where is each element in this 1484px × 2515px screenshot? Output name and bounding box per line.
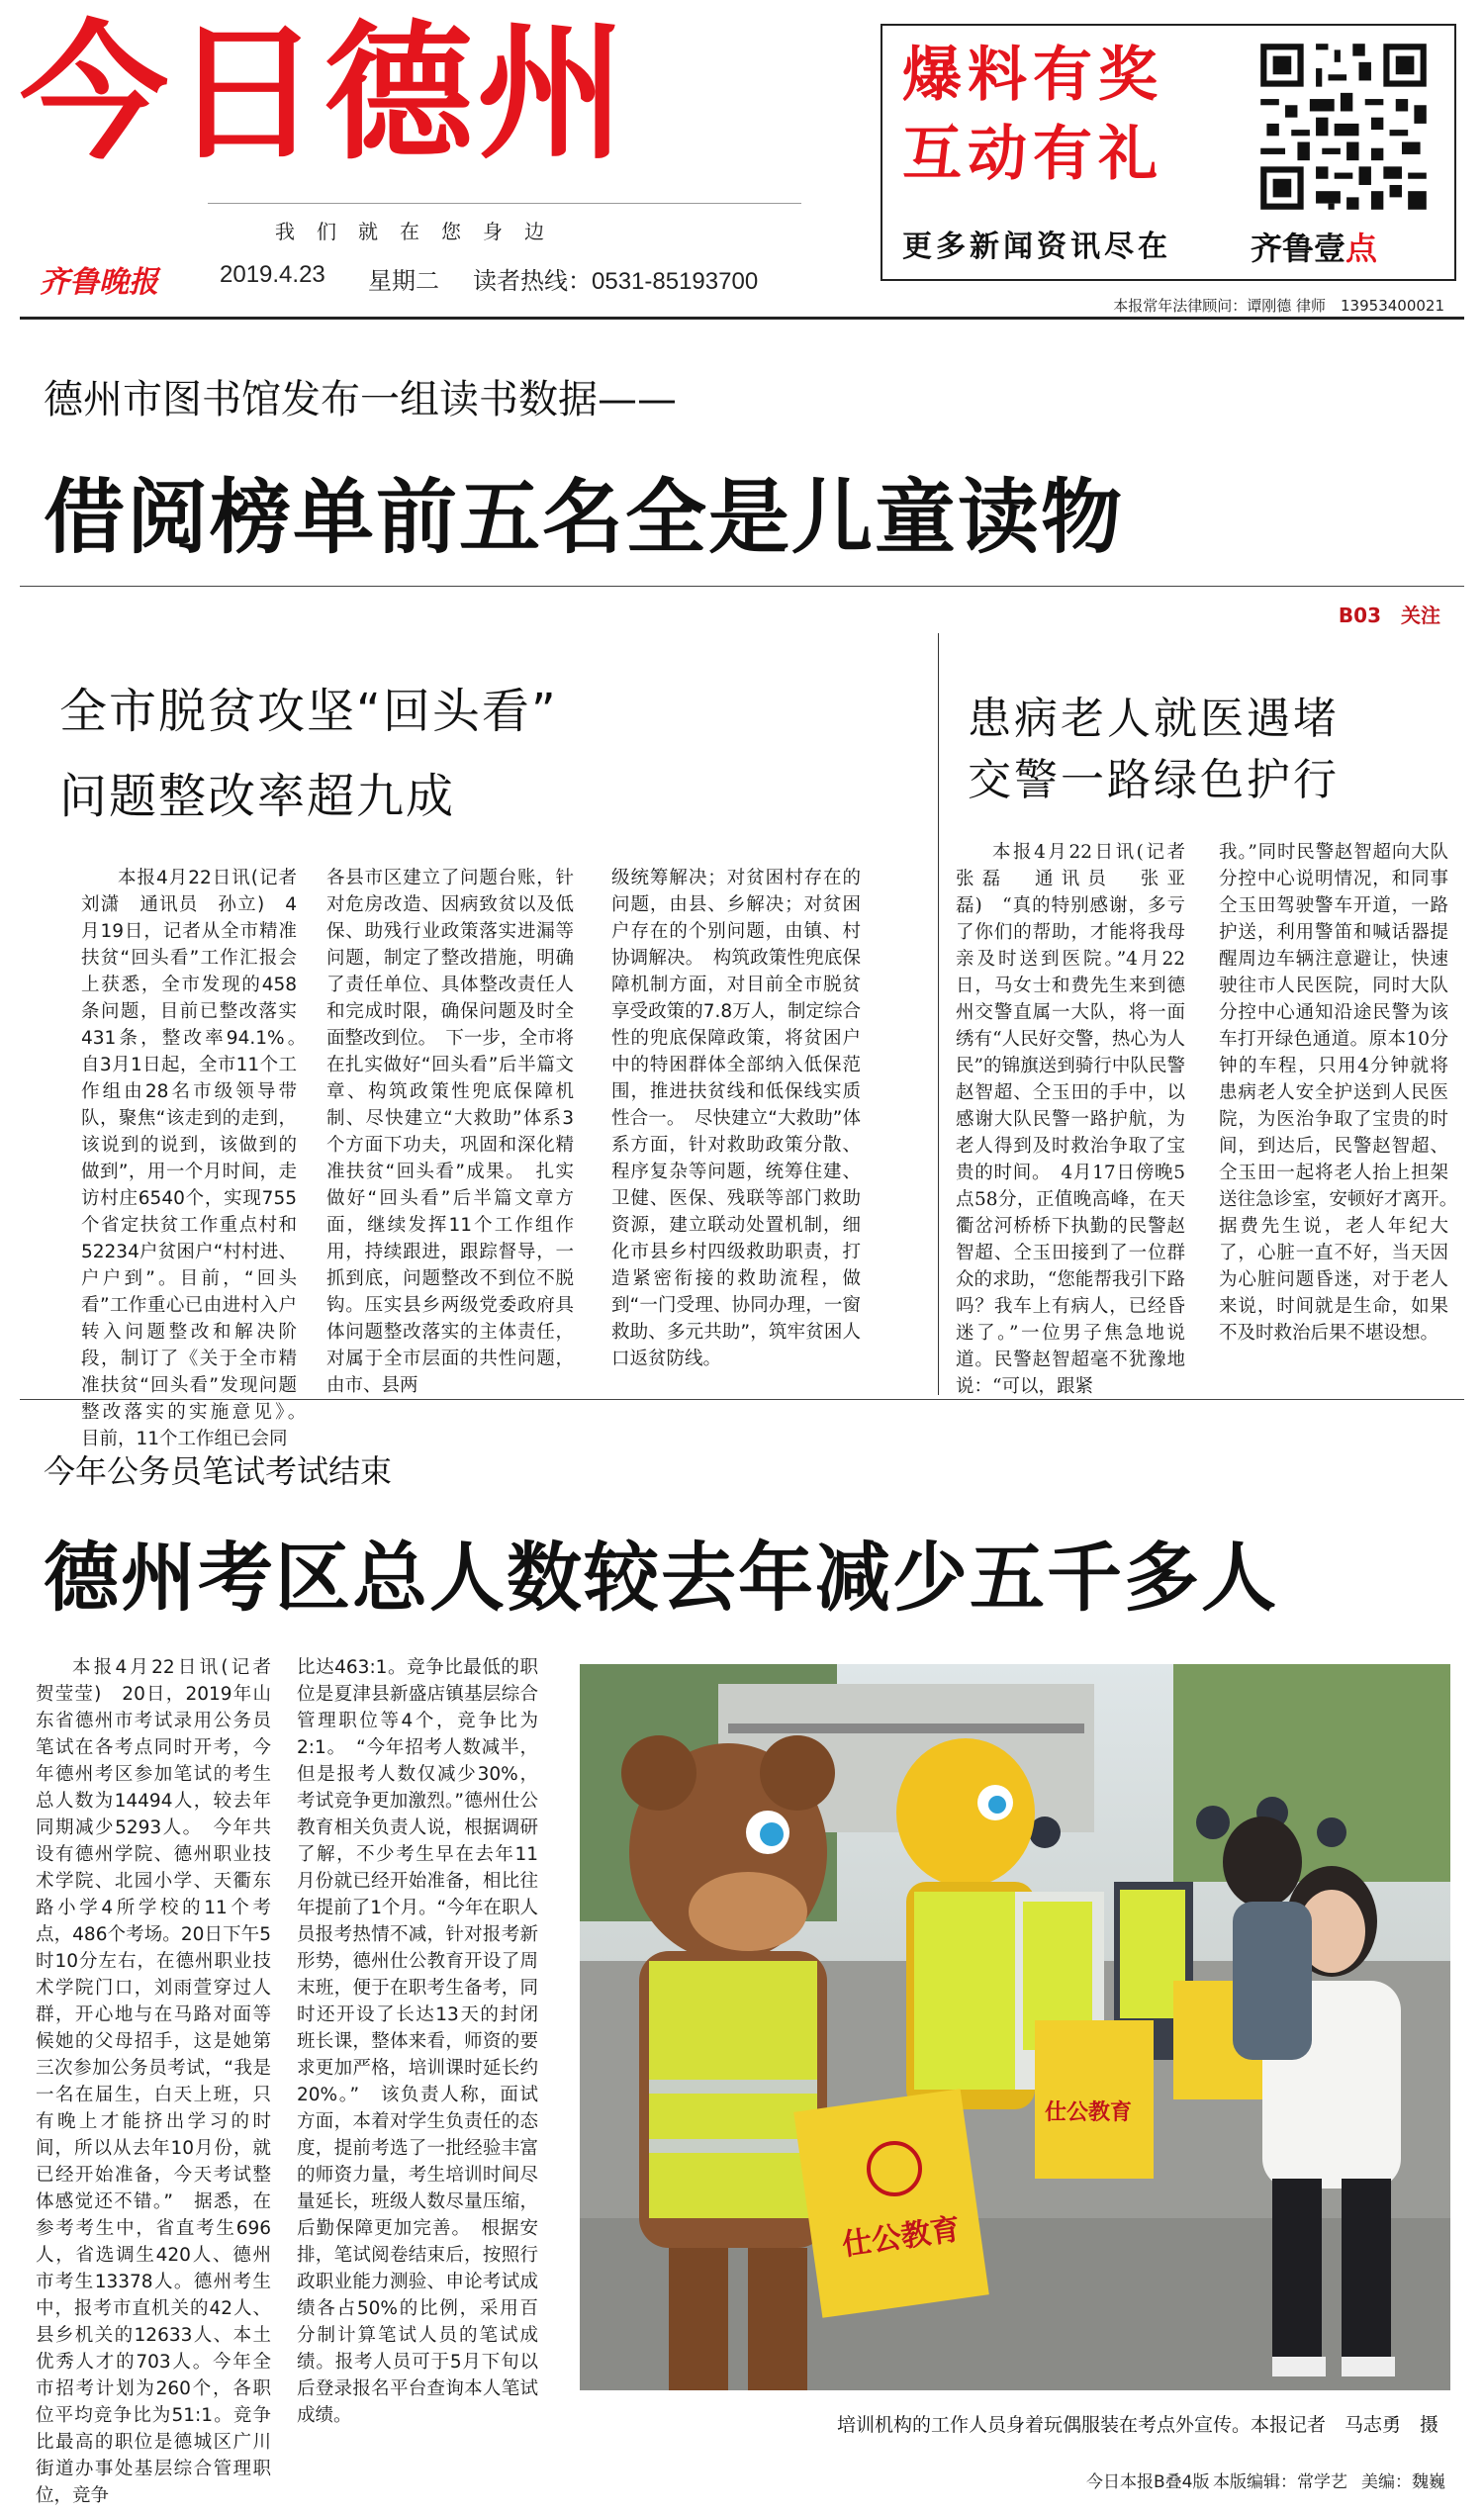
story1-kicker: 德州市图书馆发布一组读书数据—— bbox=[44, 377, 677, 422]
bag-label-2: 仕公教育 bbox=[1045, 2100, 1133, 2125]
story3-column-1: 本报4月22日讯(记者 张磊 通讯员 张亚磊) “真的特别感谢，多亏了你们的帮助，才能将我母亲及时送到医院。”4月22日，马女士和费先生来到德州交警直属一大队，将一面绣有“人民好交警，热心为人民”的锦旗送到骑行中队民警赵智超、仝玉田的手中，以感谢大队民警一路护航，为老人得到及时救治争取了宝贵的时间。 4月17日傍晚5点58分，正值晚高峰，在天衢岔河桥桥下执勤的民警赵智超、仝玉田接到了一位群众的求助，“您能帮我引下路吗？我车上有病人，已经昏迷了。”一位男子焦急地说道。民警赵智超毫不犹豫地说：“可以，跟紧 bbox=[956, 842, 1204, 1397]
footer-editor: 本版编辑：常学艺 bbox=[1213, 2472, 1347, 2492]
story2-headline-line2: 问题整改率超九成 bbox=[59, 769, 456, 824]
section-tag[interactable]: B03 关注 bbox=[1338, 604, 1440, 627]
story1-rule bbox=[20, 586, 1464, 587]
story4-column-1: 本报4月22日讯(记者 贺莹莹) 20日，2019年山东省德州市考试录用公务员笔试在各考点同时开考，今年德州考区参加笔试的考生总人数为14494人，较去年同期减少5293人。 今年共设有德州学院、德州职业技术学院、北园小学、天衢东路小学4所学校的11个考点，486个考场。20日下午5时10分左右，在德州职业技术学院门口，刘雨萱穿过人群，开心地与在马路对面等候她的父母招手，这是她第三次参加公务员考试，“我是一名在届生，白天上班，只有晚上才能挤出学习的时间，所以从去年10月份，就已经开始准备，今天考试整体感觉还不错。” 据悉，在参考考生中，省直考生696人，省选调生420人、德州市考生13378人。德州考生中，报考市直机关的42人、县乡机关的12633人、本土优秀人才的703人。今年全市招考计划为260个，各职位平均竞争比为51:1。竞争比最高的职位是德城区广川街道办事处基层综合管理职位，竞争 bbox=[36, 1657, 290, 2506]
masthead-rule bbox=[20, 317, 1464, 320]
promo-line-1: 爆料有奖 bbox=[902, 41, 1163, 110]
story3-headline-line1: 患病老人就医遇堵 bbox=[968, 694, 1340, 744]
story3-headline-line2: 交警一路绿色护行 bbox=[968, 755, 1340, 805]
app-logo-dot: 点 bbox=[1345, 230, 1378, 267]
masthead-divider bbox=[208, 203, 801, 204]
issue-date: 2019.4.23 bbox=[220, 261, 325, 288]
footer-edition: 今日本报B叠4版 bbox=[1086, 2472, 1210, 2492]
paper-logo: 齐鲁晚报 bbox=[40, 265, 158, 300]
story4-kicker: 今年公务员笔试考试结束 bbox=[44, 1452, 393, 1490]
issue-weekday: 星期二 bbox=[368, 268, 439, 295]
footer-designer: 美编：魏巍 bbox=[1361, 2472, 1445, 2492]
mascot-promo-photo bbox=[580, 1664, 1450, 2390]
story1-headline: 借阅榜单前五名全是儿童读物 bbox=[44, 471, 1125, 565]
story-divider bbox=[938, 633, 939, 1395]
news-photo bbox=[580, 1664, 1450, 2390]
story3-rule bbox=[20, 1399, 1464, 1400]
story4-headline: 德州考区总人数较去年减少五千多人 bbox=[44, 1534, 1278, 1622]
promo-line-2: 互动有礼 bbox=[902, 120, 1163, 189]
bag-label-1: 仕公教育 bbox=[840, 2211, 963, 2264]
story2-column-1: 本报4月22日讯(记者 刘潇 通讯员 孙立) 4月19日，记者从全市精准扶贫“回头看”工作汇报会上获悉，全市发现的458条问题，目前已整改落实431条，整改率94.1%。 自3月1日起，全市11个工作组由28名市级领导带队，聚焦“该走到的走到，该说到的说到，该做到的做到”，用一个月时间，走访村庄6540个，实现755个省定扶贫工作重点村和52234户贫困户“村村进、户户到”。目前，“回头看”工作重心已由进村入户转入问题整改和解决阶段，制订了《关于全市精准扶贫“回头看”发现问题整改落实的实施意见》。 目前，11个工作组已会同 bbox=[81, 868, 316, 1449]
qr-code-icon[interactable] bbox=[1254, 38, 1433, 216]
story4-column-2: 比达463:1。竞争比最低的职位是夏津县新盛店镇基层综合管理职位等4个，竞争比为2:1。 “今年招考人数减半，但是报考人数仅减少30%，考试竞争更加激烈。”德州仕公教育相关负责人说，根据调研了解，不少考生早在去年11月份就已经开始准备，相比往年提前了1个月。“今年在职人员报考热情不减，针对报考新形势，德州仕公教育开设了周末班，便于在职考生备考，同时还开设了长达13天的封闭班长课，整体来看，师资的要求更加严格，培训课时延长约20%。” 该负责人称，面试方面，本着对学生负责任的态度，提前考选了一批经验丰富的师资力量，考生培训时间尽量延长，班级人数尽量压缩，后勤保障更加完善。 根据安排，笔试阅卷结束后，按照行政职业能力测验、申论考试成绩各占50%的比例，采用百分制计算笔试人员的笔试成绩。报考人员可于5月下旬以后登录报名平台查询本人笔试成绩。 bbox=[297, 1657, 538, 2426]
reader-hotline: 读者热线：0531-85193700 bbox=[473, 268, 759, 295]
masthead-slogan: 我们就在您身边 bbox=[275, 220, 566, 243]
story2-headline-line1: 全市脱贫攻坚“回头看” bbox=[59, 684, 558, 739]
promo-subline: 更多新闻资讯尽在 bbox=[902, 230, 1171, 264]
masthead-title: 今日德州 bbox=[20, 8, 630, 180]
app-logo: 齐鲁壹点 bbox=[1251, 230, 1378, 267]
story2-column-2: 各县市区建立了问题台账，针对危房改造、因病致贫以及低保、助残行业政策落实进漏等问题，制定了整改措施，明确了责任单位、具体整改责任人和完成时限，确保问题及时全面整改到位。 下一步，全市将在扎实做好“回头看”后半篇文章、构筑政策性兜底保障机制、尽快建立“大救助”体系3个方面下功夫，巩固和深化精准扶贫“回头看”成果。 扎实做好“回头看”后半篇文章方面，继续发挥11个工作组作用，持续跟进，跟踪督导，一抓到底，问题整改不到位不脱钩。压实县乡两级党委政府具体问题整改落实的主体责任，对属于全市层面的共性问题，由市、县两 bbox=[326, 868, 574, 1396]
story2-column-3: 级统筹解决；对贫困村存在的问题，由县、乡解决；对贫困户存在的个别问题，由镇、村协调解决。 构筑政策性兜底保障机制方面，对目前全市脱贫享受政策的7.8万人，制定综合性的兜底保障政策，将贫困户中的特困群体全部纳入低保范围，推进扶贫线和低保线实质性合一。 尽快建立“大救助”体系方面，针对救助政策分散、程序复杂等问题，统筹住建、卫健、医保、残联等部门救助资源，建立联动处置机制，细化市县乡村四级救助职责，打造紧密衔接的救助流程，做到“一门受理、协同办理，一窗救助、多元共助”，筑牢贫困人口返贫防线。 bbox=[611, 868, 861, 1369]
legal-counsel-note: 本报常年法律顾问：谭刚德 律师 13953400021 bbox=[1113, 297, 1444, 315]
story3-column-2: 我。”同时民警赵智超向大队分控中心说明情况，和同事仝玉田驾驶警车开道，一路护送，利用警笛和喊话器提醒周边车辆注意避让，快速驶往市人民医院，同时大队分控中心通知沿途民警为该车打开绿色通道。原本10分钟的车程，只用4分钟就将患病老人安全护送到人民医院，为医治争取了宝贵的时间，到达后，民警赵智超、仝玉田一起将老人抬上担架送往急诊室，安顿好才离开。 据费先生说，老人年纪大了，心脏一直不好，当天因为心脏问题昏迷，对于老人来说，时间就是生命，如果不及时救治后果不堪设想。 bbox=[1219, 842, 1467, 1344]
photo-caption: 培训机构的工作人员身着玩偶服装在考点外宣传。本报记者 马志勇 摄 bbox=[837, 2414, 1439, 2436]
